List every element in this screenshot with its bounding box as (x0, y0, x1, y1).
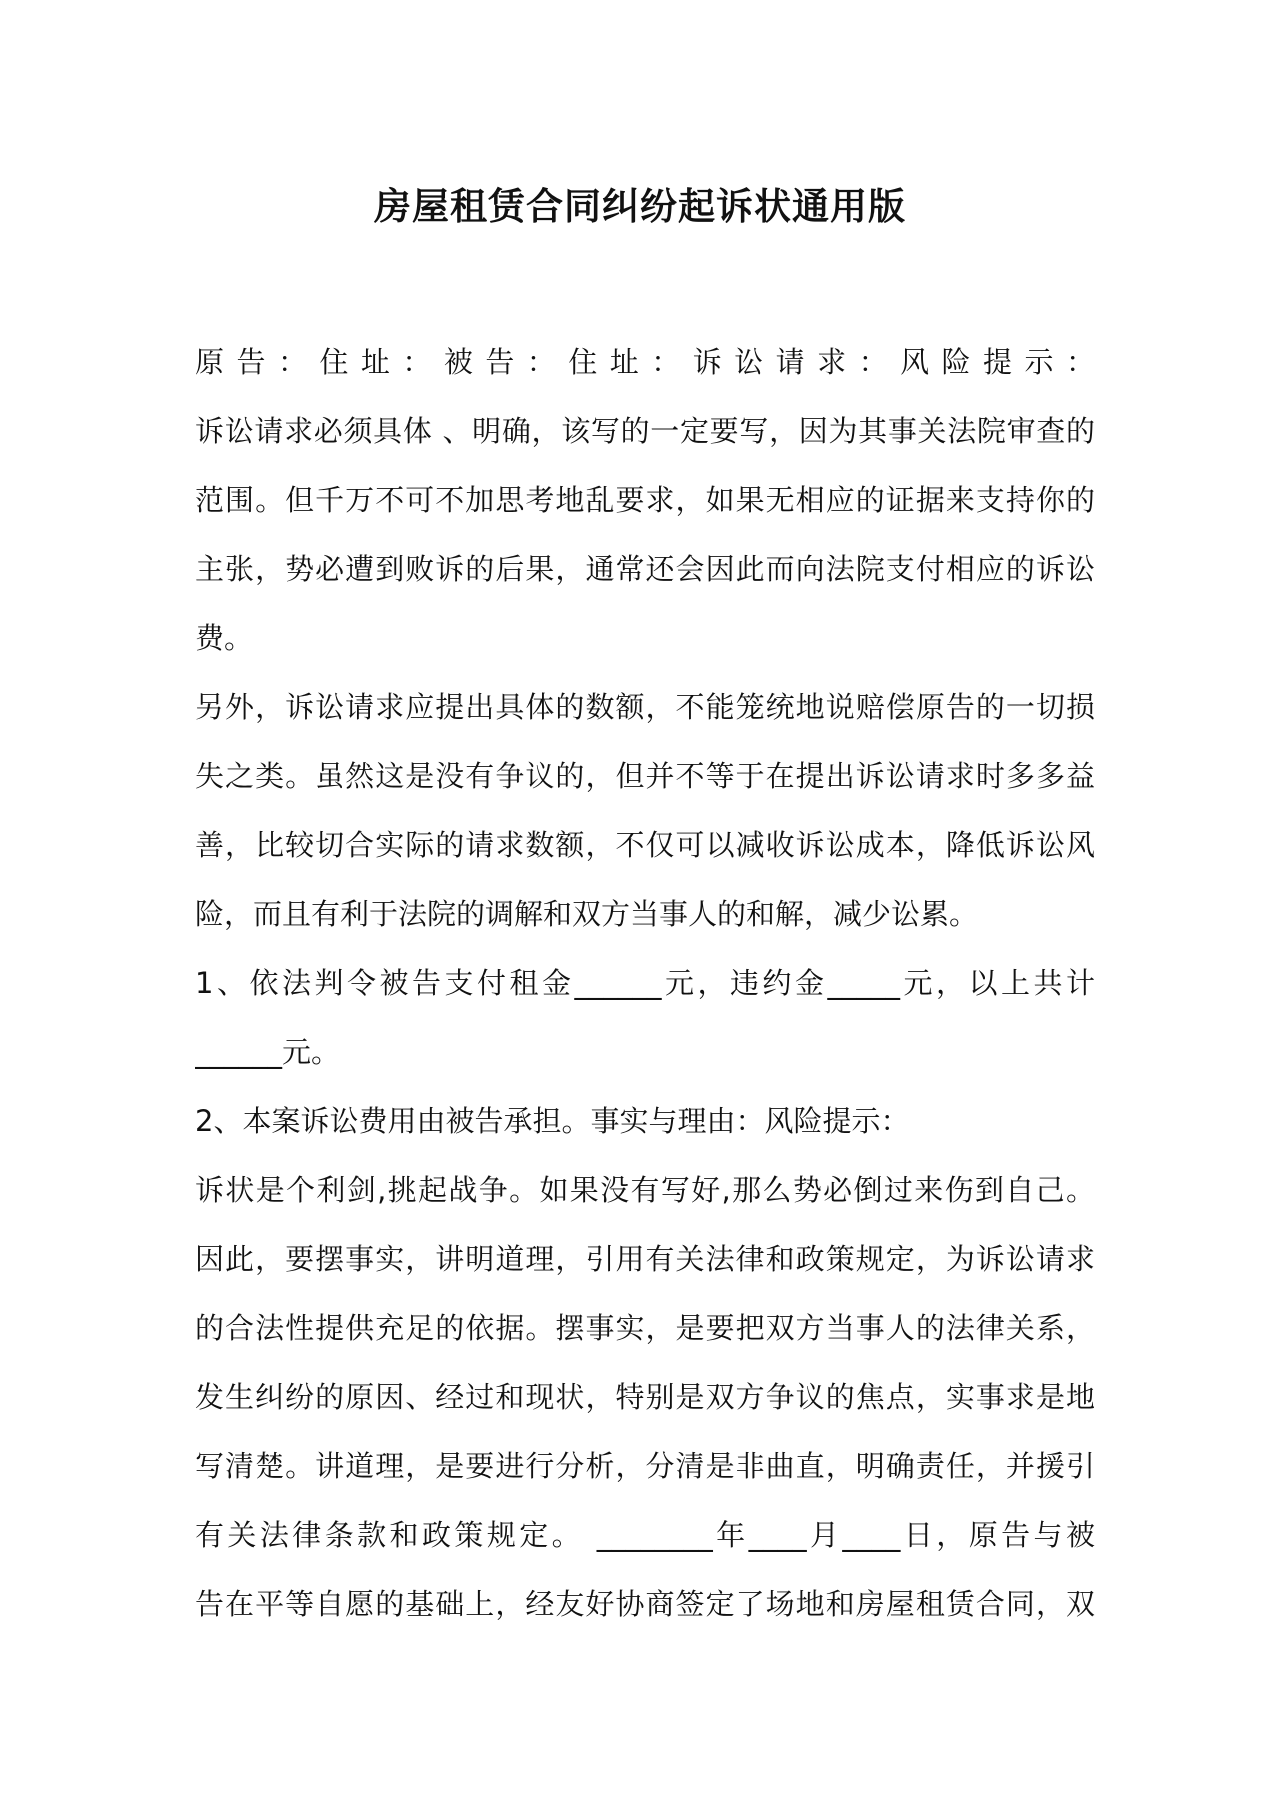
body-line-19: 告在平等自愿的基础上，经友好协商签定了场地和房屋租赁合同，双 (195, 1587, 1095, 1621)
document-body (195, 328, 1095, 1639)
body-line-10: 1、依法判令被告支付租金______元，违约金_____元，以上共计 (195, 966, 1095, 1000)
body-line-4: 主张，势必遭到败诉的后果，通常还会因此而向法院支付相应的诉讼 (195, 552, 1095, 586)
body-line-6: 另外，诉讼请求应提出具体的数额，不能笼统地说赔偿原告的一切损 (195, 690, 1095, 724)
body-line-13: 诉状是个利剑,挑起战争。如果没有写好,那么势必倒过来伤到自己。 (195, 1173, 1095, 1207)
body-line-8: 善，比较切合实际的请求数额，不仅可以减收诉讼成本，降低诉讼风 (195, 828, 1095, 862)
body-line-14: 因此，要摆事实，讲明道理，引用有关法律和政策规定，为诉讼请求 (195, 1242, 1095, 1276)
body-line-11: ______元。 (195, 1035, 341, 1069)
body-line-5: 费。 (195, 621, 254, 655)
body-line-9: 险，而且有利于法院的调解和双方当事人的和解，减少讼累。 (195, 897, 979, 931)
body-line-16: 发生纠纷的原因、经过和现状，特别是双方争议的焦点，实事求是地 (195, 1380, 1095, 1414)
body-line-3: 范围。但千万不可不加思考地乱要求，如果无相应的证据来支持你的 (195, 483, 1095, 517)
body-line-7: 失之类。虽然这是没有争议的，但并不等于在提出诉讼请求时多多益 (195, 759, 1095, 793)
body-line-2: 诉讼请求必须具体 、明确，该写的一定要写，因为其事关法院审查的 (195, 414, 1095, 448)
document-title: 房屋租赁合同纠纷起诉状通用版 (374, 185, 906, 228)
body-line-1: 原告：住址：被告：住址：诉讼请求：风险提示： (195, 345, 1095, 379)
body-line-12: 2、本案诉讼费用由被告承担。事实与理由：风险提示： (195, 1104, 910, 1138)
body-line-18: 有关法律条款和政策规定。 ________年____月____日，原告与被 (195, 1518, 1095, 1552)
body-line-17: 写清楚。讲道理，是要进行分析，分清是非曲直，明确责任，并援引 (195, 1449, 1095, 1483)
body-line-15: 的合法性提供充足的依据。摆事实，是要把双方当事人的法律关系， (195, 1311, 1095, 1345)
